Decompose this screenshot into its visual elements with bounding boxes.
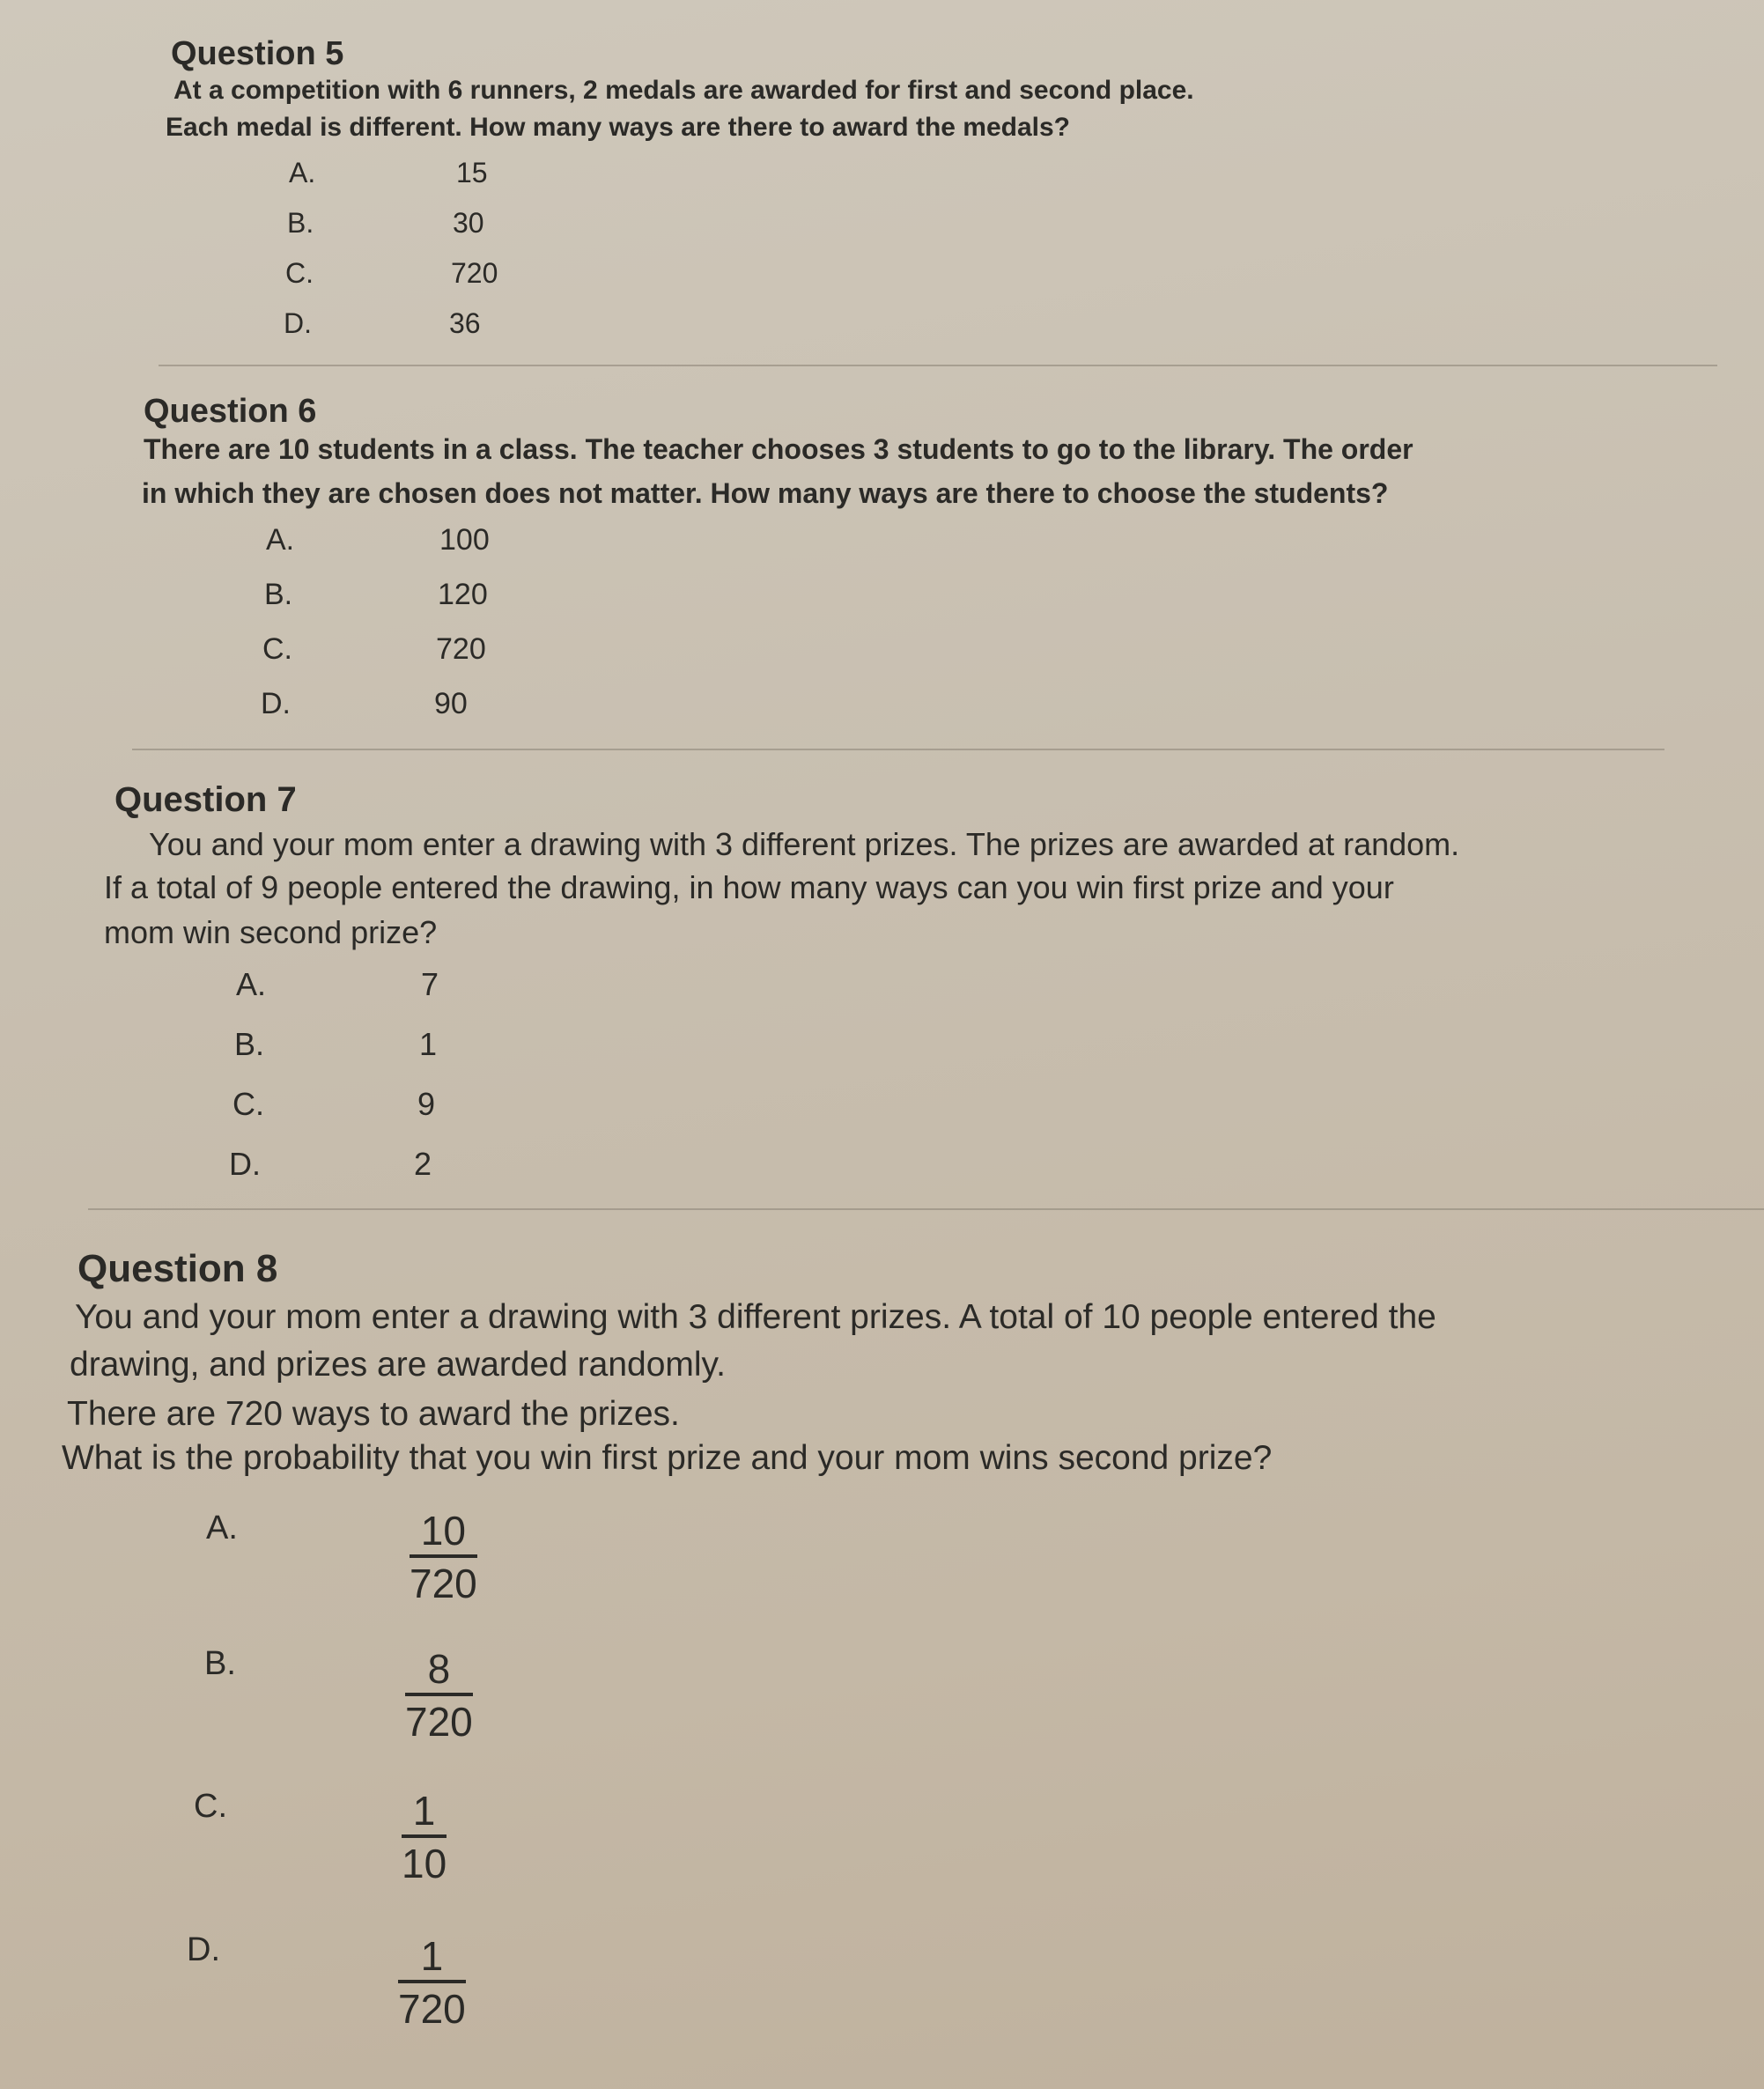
- numerator: 8: [427, 1646, 451, 1692]
- option-value: 30: [453, 207, 484, 239]
- option-value: 15: [456, 157, 488, 188]
- option-letter[interactable]: C.: [262, 632, 292, 666]
- question-text: drawing, and prizes are awarded randomly.: [70, 1346, 726, 1384]
- question-text: You and your mom enter a drawing with 3 different prizes. The prizes are awarded at random.: [149, 826, 1460, 862]
- option-value: 7: [421, 966, 439, 1002]
- denominator: 720: [398, 1986, 466, 2032]
- divider: [88, 1208, 1764, 1210]
- fraction-bar: [398, 1980, 466, 1983]
- option-value: 120: [438, 578, 488, 611]
- option-value: 100: [439, 523, 490, 557]
- option-value: 2: [414, 1146, 432, 1182]
- divider: [159, 365, 1717, 366]
- option-letter[interactable]: A.: [206, 1510, 238, 1546]
- question-text: You and your mom enter a drawing with 3 different prizes. A total of 10 people entered the: [75, 1298, 1436, 1336]
- question-title: Question 7: [114, 780, 297, 819]
- option-letter[interactable]: C.: [232, 1086, 264, 1122]
- option-letter[interactable]: B.: [287, 207, 314, 239]
- option-letter[interactable]: A.: [266, 523, 295, 557]
- option-value: 720: [436, 632, 486, 666]
- question-text: in which they are chosen does not matter. How many ways are there to choose the students?: [142, 477, 1389, 509]
- option-value: 36: [449, 307, 481, 339]
- option-value: 1: [419, 1026, 438, 1062]
- option-value: 90: [434, 687, 468, 720]
- option-letter[interactable]: D.: [284, 307, 312, 339]
- divider: [132, 749, 1664, 750]
- option-letter[interactable]: D.: [187, 1931, 220, 1968]
- denominator: 10: [402, 1841, 447, 1886]
- question-title: Question 6: [144, 393, 317, 430]
- fraction-bar: [402, 1834, 447, 1838]
- option-value: 720: [451, 257, 498, 289]
- option-letter[interactable]: D.: [229, 1146, 261, 1182]
- numerator: 1: [412, 1788, 436, 1834]
- numerator: 10: [420, 1508, 466, 1554]
- option-value: 9: [417, 1086, 436, 1122]
- option-letter[interactable]: D.: [261, 687, 291, 720]
- question-text: What is the probability that you win first prize and your mom wins second prize?: [62, 1439, 1273, 1477]
- numerator: 1: [420, 1933, 444, 1979]
- option-fraction: [410, 1510, 477, 1604]
- question-text: Each medal is different. How many ways are there to award the medals?: [166, 113, 1071, 142]
- fraction-bar: [405, 1693, 473, 1696]
- option-letter[interactable]: C.: [194, 1788, 227, 1825]
- option-letter[interactable]: B.: [264, 578, 293, 611]
- denominator: 720: [405, 1699, 473, 1745]
- question-title: Question 5: [171, 35, 344, 72]
- question-text: There are 720 ways to award the prizes.: [67, 1395, 680, 1433]
- fraction-bar: [410, 1554, 477, 1558]
- denominator: 720: [410, 1561, 477, 1606]
- option-fraction: [402, 1790, 447, 1884]
- question-text: mom win second prize?: [104, 914, 438, 950]
- question-text: There are 10 students in a class. The teacher chooses 3 students to go to the library. The order: [144, 433, 1413, 465]
- option-letter[interactable]: B.: [204, 1645, 236, 1682]
- option-letter[interactable]: A.: [236, 966, 267, 1002]
- option-fraction: [398, 1933, 466, 2032]
- option-fraction: [405, 1646, 473, 1745]
- question-text: If a total of 9 people entered the drawing, in how many ways can you win first prize and your: [104, 869, 1394, 905]
- option-letter[interactable]: C.: [285, 257, 314, 289]
- option-letter[interactable]: B.: [234, 1026, 265, 1062]
- question-text: At a competition with 6 runners, 2 medals are awarded for first and second place.: [173, 76, 1194, 105]
- option-letter[interactable]: A.: [289, 157, 316, 188]
- question-title: Question 8: [77, 1247, 278, 1290]
